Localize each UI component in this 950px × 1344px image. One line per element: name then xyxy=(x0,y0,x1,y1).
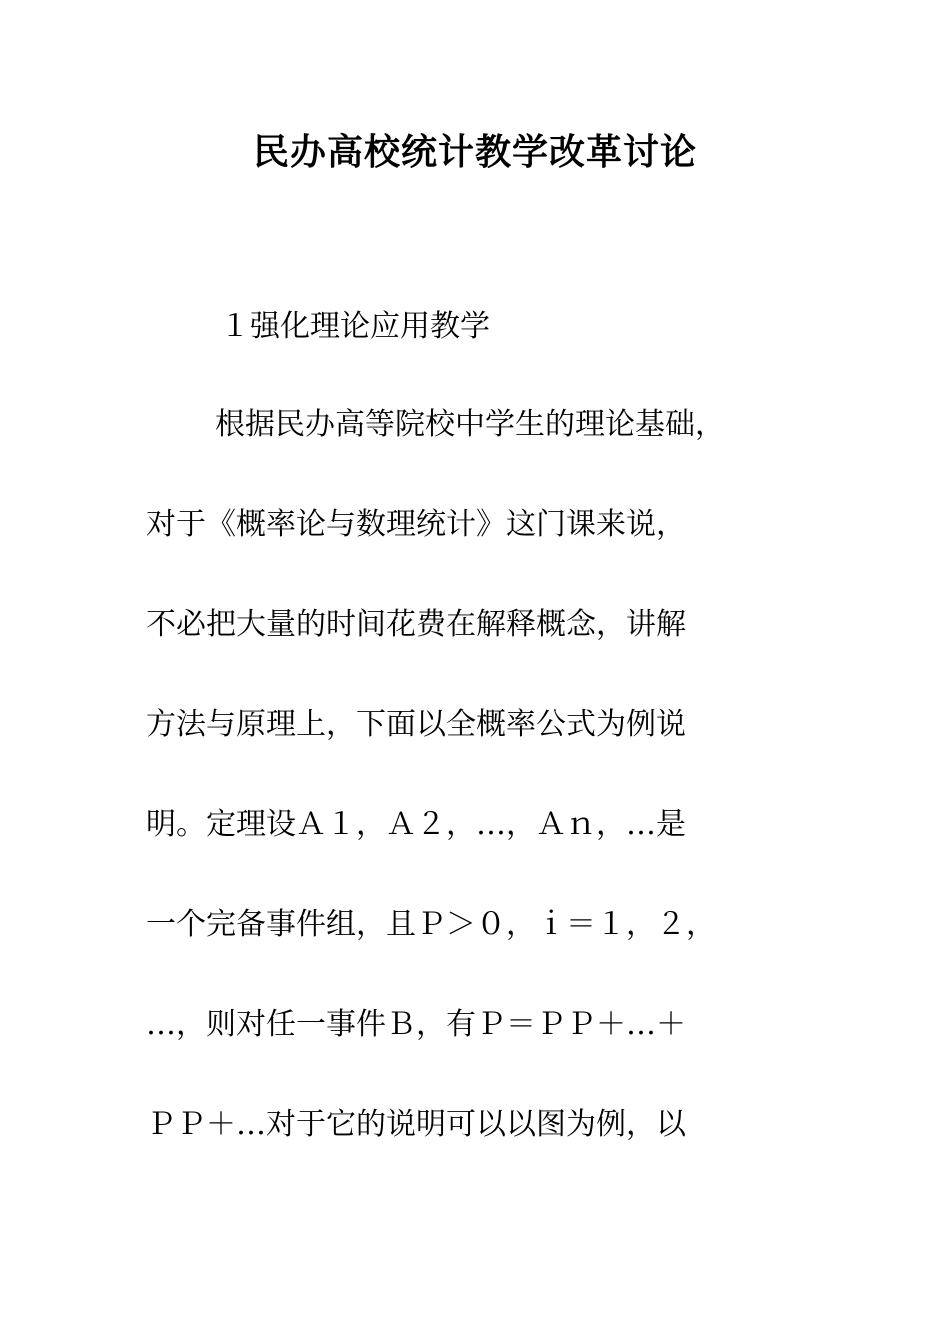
paragraph-line: 对于《概率论与数理统计》这门课来说， xyxy=(146,507,686,542)
document-title: 民办高校统计教学改革讨论 xyxy=(252,131,697,173)
section-heading: １强化理论应用教学 xyxy=(220,309,490,344)
paragraph-line: 不必把大量的时间花费在解释概念，讲解 xyxy=(146,607,686,642)
paragraph-line: 一个完备事件组，且Ｐ＞０，ｉ＝１，２， xyxy=(146,907,716,942)
paragraph-line: …，则对任一事件Ｂ，有Ｐ＝ＰＰ＋…＋ xyxy=(146,1007,686,1042)
paragraph-line: ＰＰ＋…对于它的说明可以以图为例，以 xyxy=(146,1107,686,1142)
paragraph-line: 方法与原理上，下面以全概率公式为例说 xyxy=(146,707,686,742)
paragraph-line: 根据民办高等院校中学生的理论基础， xyxy=(215,407,725,442)
paragraph-line: 明。定理设Ａ１，Ａ２，…，Ａｎ，…是 xyxy=(146,807,686,842)
